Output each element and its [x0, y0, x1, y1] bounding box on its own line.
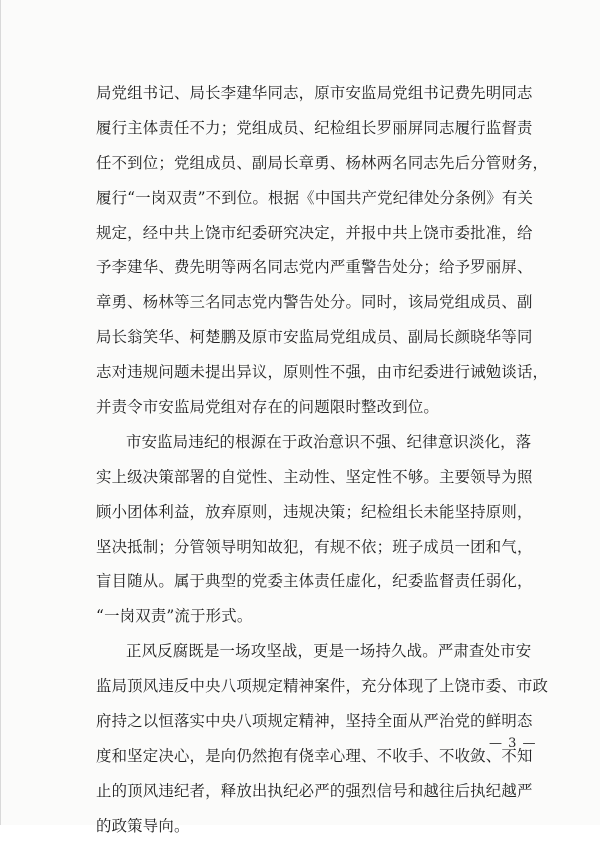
text-line: 实上级决策部署的自觉性、主动性、坚定性不够。主要领导为照: [96, 467, 533, 486]
text-line: 章勇、杨林等三名同志党内警告处分。同时，该局党组成员、副: [96, 293, 533, 312]
text-line: 市安监局违纪的根源在于政治意识不强、纪律意识淡化，落: [126, 432, 532, 451]
text-line: 局党组书记、局长李建华同志，原市安监局党组书记费先明同志: [96, 84, 533, 102]
text-line: 坚决抵制；分管领导明知故犯，有规不依；班子成员一团和气，: [96, 537, 533, 556]
text-line: 府持之以恒落实中央八项规定精神，坚持全面从严治党的鲜明态: [96, 712, 533, 731]
text-line: 履行主体责任不力；党组成员、纪检组长罗丽屏同志履行监督责: [96, 118, 533, 137]
text-line: 并责令市安监局党组对存在的问题限时整改到位。: [96, 398, 439, 417]
body-text: [96, 76, 549, 844]
text-line: 监局顶风违反中央八项规定精神案件，充分体现了上饶市委、市政: [96, 677, 549, 696]
text-line: 予李建华、费先明等两名同志党内严重警告处分；给予罗丽屏、: [96, 258, 533, 277]
text-line: 止的顶风违纪者，释放出执纪必严的强烈信号和越往后执纪越严: [96, 781, 533, 800]
text-line: 规定，经中共上饶市纪委研究决定，并报中共上饶市委批准，给: [96, 223, 533, 242]
text-line: 顾小团体利益，放弃原则，违规决策；纪检组长未能坚持原则，: [96, 502, 533, 521]
text-line: 正风反腐既是一场攻坚战，更是一场持久战。严肃查处市安: [126, 642, 532, 661]
text-line: 盲目随从。属于典型的党委主体责任虚化，纪委监督责任弱化，: [96, 572, 533, 591]
text-line: 局长翁笑华、柯楚鹏及原市安监局党组成员、副局长颜晓华等同: [96, 328, 533, 347]
page-number: — 3 —: [489, 736, 537, 751]
text-line: 任不到位；党组成员、副局长章勇、杨林两名同志先后分管财务，: [96, 153, 549, 172]
text-line: “一岗双责”流于形式。: [96, 607, 253, 626]
text-line: 履行“一岗双责”不到位。根据《中国共产党纪律处分条例》有关: [96, 188, 534, 207]
text-line: 的政策导向。: [96, 816, 190, 835]
text-line: 度和坚定决心，是向仍然抱有侥幸心理、不收手、不收敛、不知: [96, 746, 533, 765]
text-line: 志对违规问题未提出异议，原则性不强，由市纪委进行诫勉谈话，: [96, 363, 549, 382]
